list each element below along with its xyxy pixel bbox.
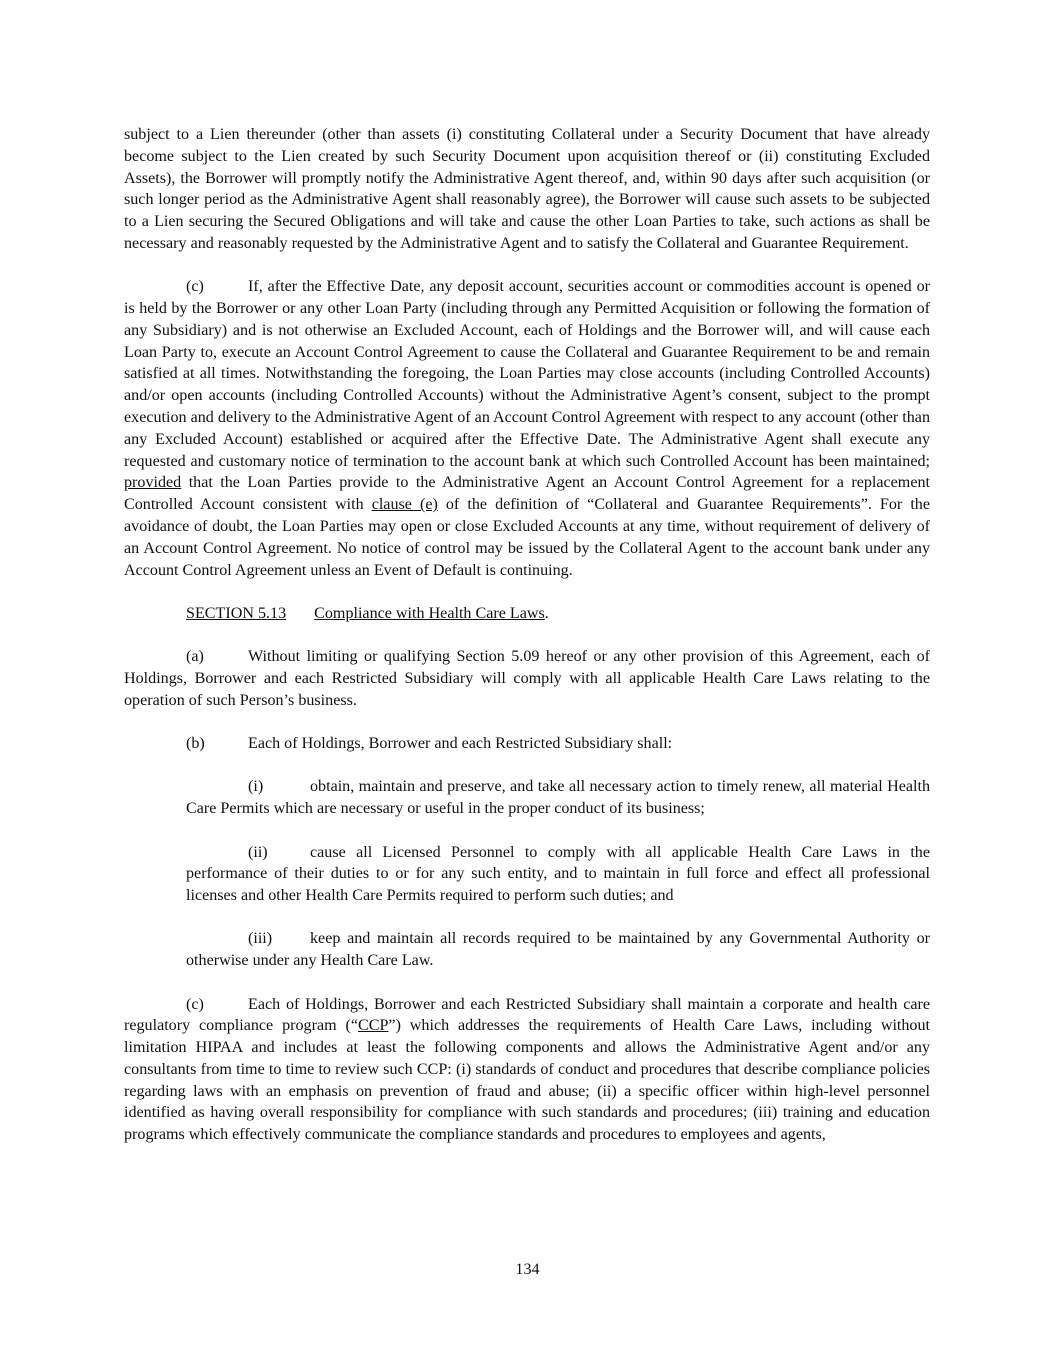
paragraph-marker: (c) bbox=[186, 278, 204, 296]
paragraph-text: that the Loan Parties provide to the Administrative Agent an Account Control Agreement for a replacement Controlled Account consistent with bbox=[124, 474, 930, 514]
section-number bbox=[186, 605, 314, 622]
paragraph-text: ”) which addresses the requirements of Health Care Laws, including without limitation HIPAA and includes at least the following components and allows the Administrative Agent and/or any consultants from time to time to review such CCP: (i) standards of conduct and procedures that describe compliance policies regarding laws with an emphasis on prevention of fraud and abuse; (ii) a specific officer within high-level personnel identified as having overall responsibility for compliance with such standards and procedures; (iii) training and education programs which effectively communicate the compliance standards and procedures to employees and agents, bbox=[124, 1017, 931, 1144]
paragraph-text: Each of Holdings, Borrower and each Restricted Subsidiary shall maintain a corporate and health care regulatory compliance program (“ bbox=[124, 995, 930, 1035]
section-number-text: SECTION 5.13 bbox=[186, 604, 287, 622]
paragraph-marker: (i) bbox=[248, 778, 264, 796]
section-heading bbox=[186, 603, 930, 625]
paragraph-text: cause all Licensed Personnel to comply with all applicable Health Care Laws in the performance of their duties to or for any such entity, and to maintain in full force and effect all professional licenses and other Health Care Permits required to perform such duties; and bbox=[186, 843, 930, 905]
paragraph-text: keep and maintain all records required to be maintained by any Governmental Authority or otherwise under any Health Care Law. bbox=[186, 930, 930, 970]
paragraph-marker: (ii) bbox=[248, 843, 268, 861]
paragraph-text: Each of Holdings, Borrower and each Restricted Subsidiary shall: bbox=[248, 735, 673, 753]
paragraph-text: of the definition of “Collateral and Guarantee Requirements”. For the avoidance of doubt, the Loan Parties may open or close Excluded Accounts at any time, without requirement of delivery of an Account Control Agreement. No notice of control may be issued by the Collateral Agent to the account bank under any Account Control Agreement unless an Event of Default is continuing. bbox=[124, 496, 930, 579]
provided-term: provided bbox=[124, 474, 182, 492]
paragraph-text: If, after the Effective Date, any deposit account, securities account or commodities account is opened or is held by the Borrower or any other Loan Party (including through any Permitted Acquisition or following the formation of any Subsidiary) and is not otherwise an Excluded Account, each of Holdings and the Borrower will, and will cause each Loan Party to, execute an Account Control Agreement to cause the Collateral and Guarantee Requirement to be and remain satisfied at all times. Notwithstanding the foregoing, the Loan Parties may close accounts (including Controlled Accounts) and/or open accounts (including Controlled Accounts) without the Administrative Agent’s consent, subject to the prompt execution and delivery to the Administrative Agent of an Account Control Agreement with respect to any account (other than any Excluded Account) established or acquired after the Effective Date. The Administrative Agent shall execute any requested and customary notice of termination to the account bank at which such Controlled Account has been maintained; bbox=[124, 278, 930, 470]
paragraph-text: obtain, maintain and preserve, and take all necessary action to timely renew, all material Health Care Permits which are necessary or useful in the proper conduct of its business; bbox=[186, 778, 930, 818]
paragraph-b bbox=[124, 733, 930, 755]
section-title-end: . bbox=[544, 604, 549, 622]
paragraph-b-iii bbox=[186, 928, 930, 972]
paragraph-a bbox=[124, 646, 930, 711]
paragraph-marker: (b) bbox=[186, 735, 205, 753]
ccp-term: CCP bbox=[358, 1017, 389, 1035]
section-title: Compliance with Health Care Laws bbox=[314, 604, 545, 622]
paragraph-b-i bbox=[186, 776, 930, 820]
paragraph-c-compliance bbox=[124, 994, 930, 1147]
paragraph-intro: subject to a Lien thereunder (other than assets (i) constituting Collateral under a Security Document that have already become subject to the Lien created by such Security Document upon acquisition thereof or (ii) constituting Excluded Assets), the Borrower will promptly notify the Administrative Agent thereof, and, within 90 days after such acquisition (or such longer period as the Administrative Agent shall reasonably agree), the Borrower will cause such assets to be subjected to a Lien securing the Secured Obligations and will take and cause the other Loan Parties to take, such actions as shall be necessary and reasonably requested by the Administrative Agent and to satisfy the Collateral and Guarantee Requirement. bbox=[124, 126, 930, 252]
document-page bbox=[124, 124, 930, 1146]
paragraph-text: Without limiting or qualifying Section 5.09 hereof or any other provision of this Agreement, each of Holdings, Borrower and each Restricted Subsidiary will comply with all applicable Health Care Laws relating to the operation of such Person’s business. bbox=[124, 648, 930, 709]
paragraph-marker: (iii) bbox=[248, 930, 273, 948]
clause-e-reference: clause (e) bbox=[371, 496, 438, 514]
paragraph-marker: (a) bbox=[186, 648, 204, 666]
paragraph-b-ii bbox=[186, 842, 930, 907]
paragraph-marker: (c) bbox=[186, 995, 204, 1013]
page-number: 134 bbox=[515, 1261, 540, 1278]
paragraph-c-accounts bbox=[124, 276, 930, 581]
